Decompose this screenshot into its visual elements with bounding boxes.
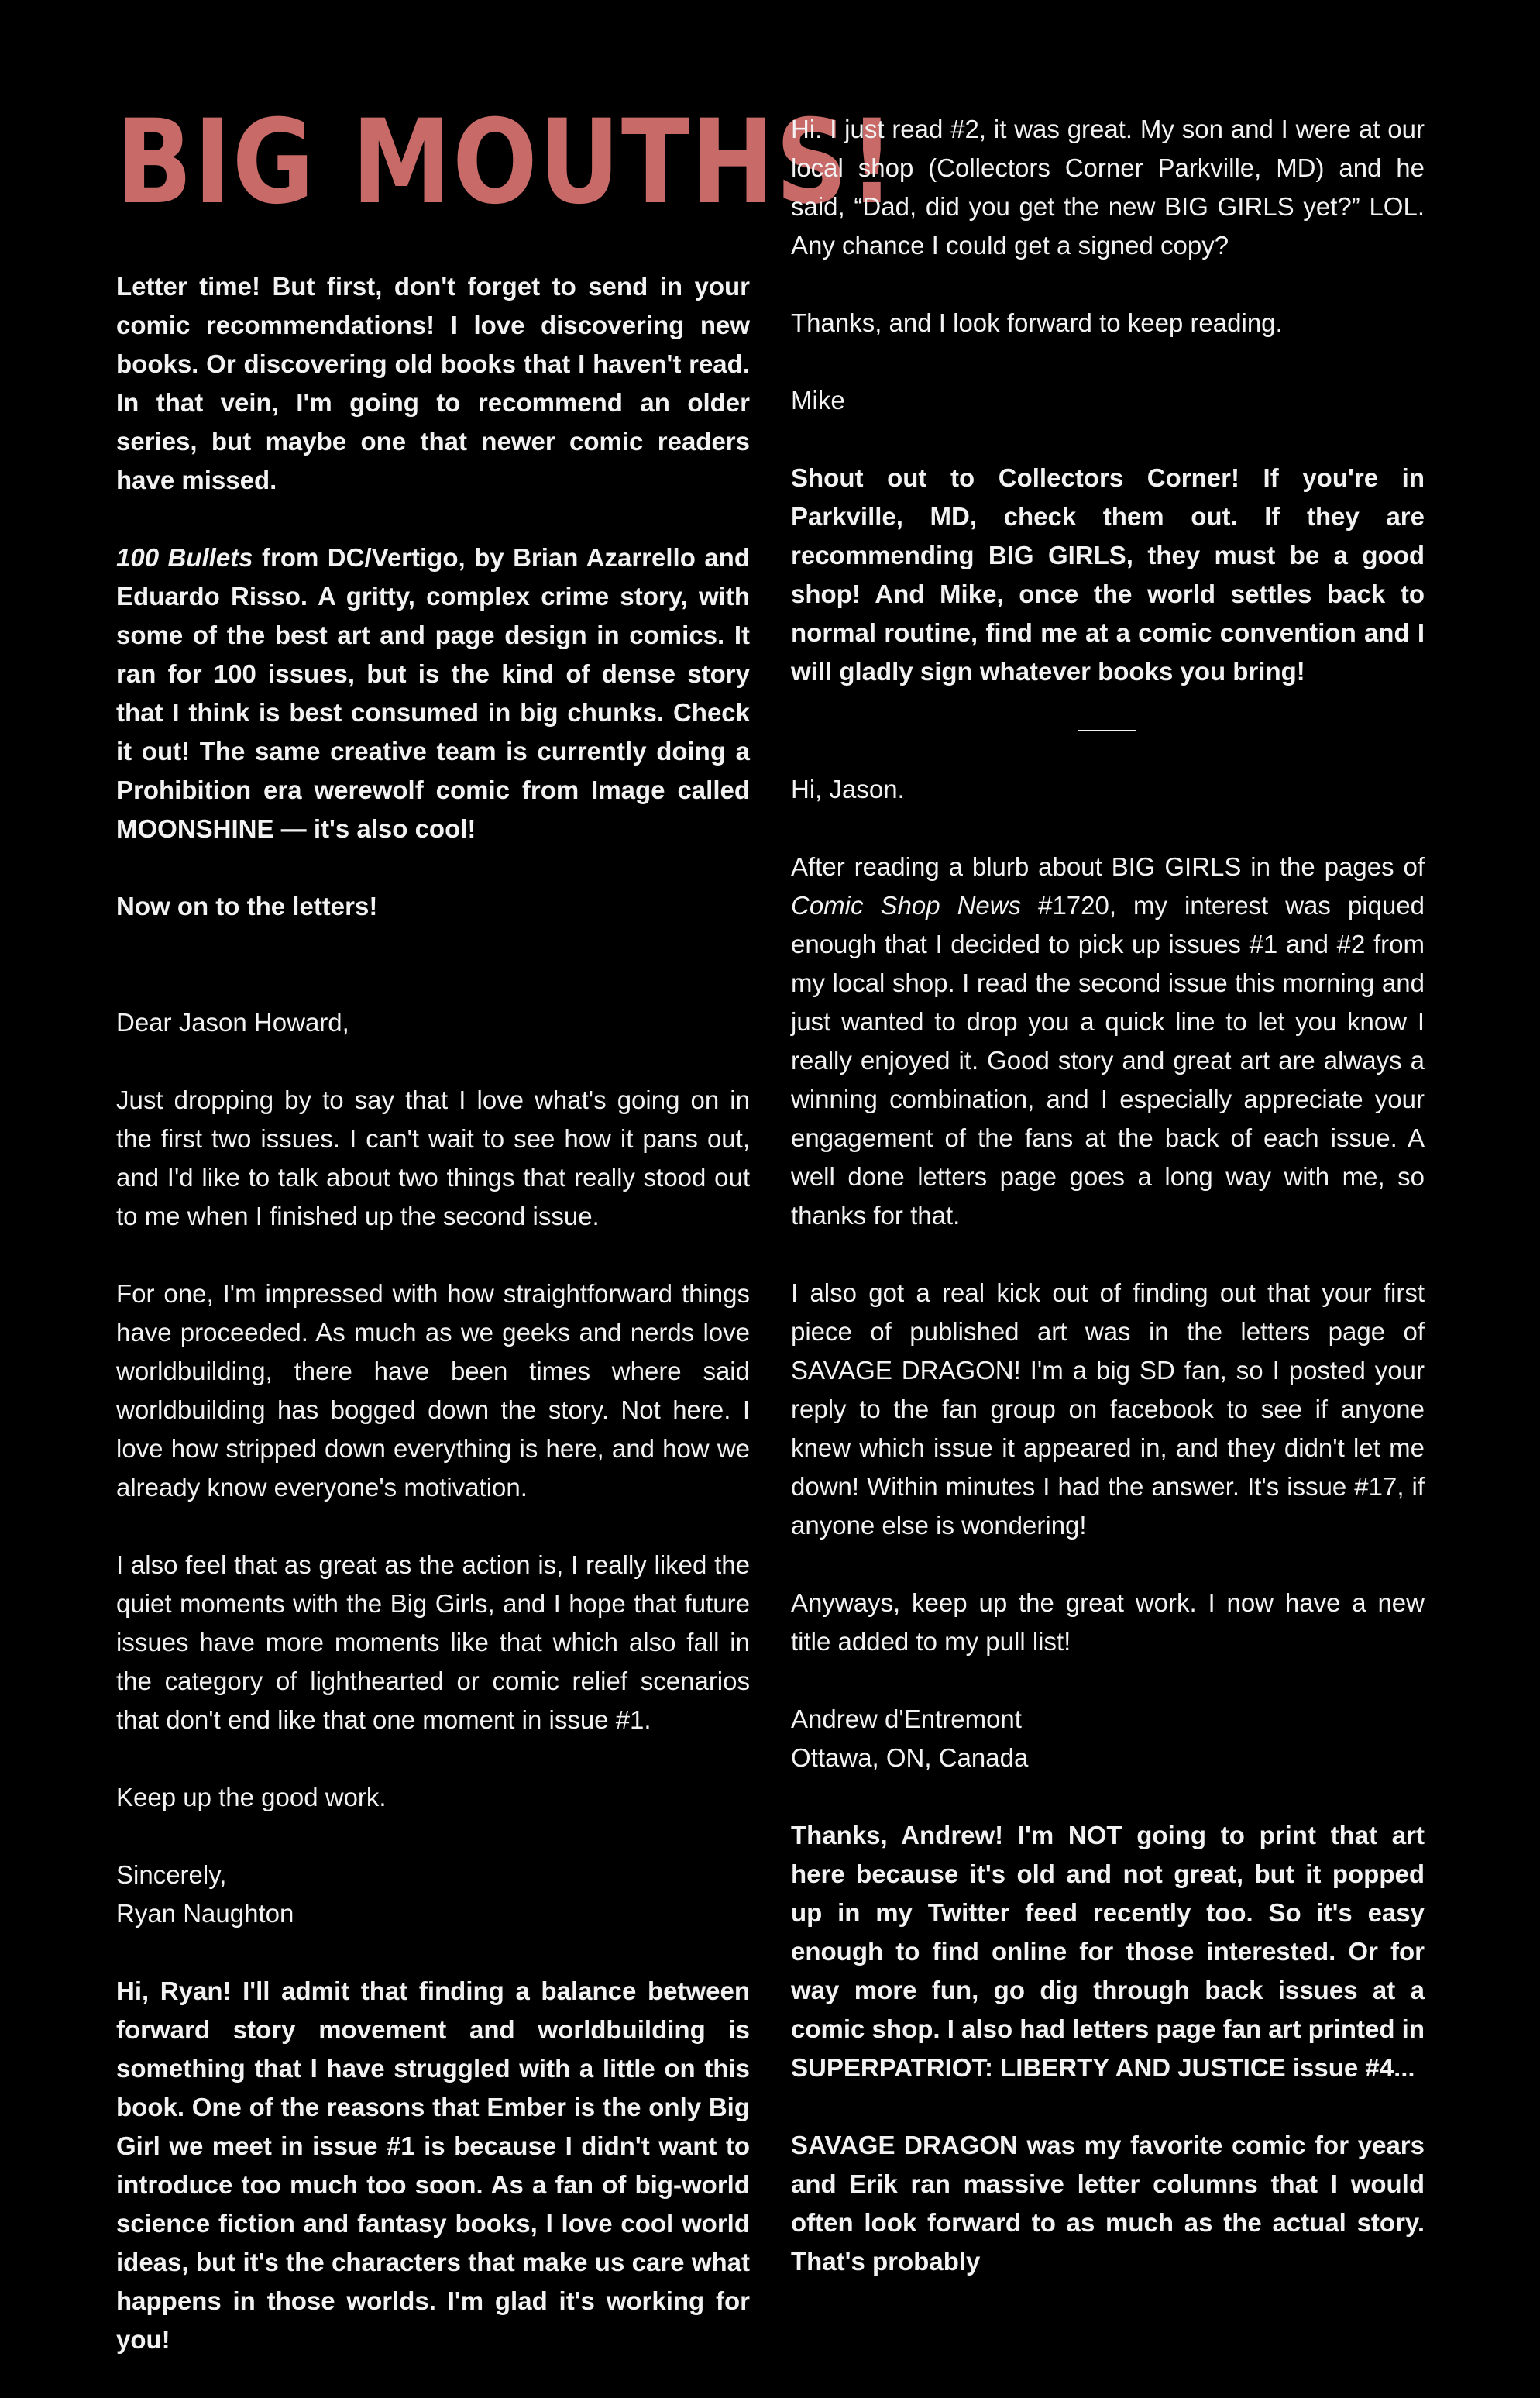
letter3-paragraph: Anyways, keep up the great work. I now have a new title added to my pull list!: [791, 1588, 1425, 1656]
left-column: [116, 0, 750, 2398]
letter1-paragraph: For one, I'm impressed with how straightforward things have proceeded. As much as we geeks and nerds love worldbuilding, there have been times where said worldbuilding has bogged down the story. Not here. I love how stripped down everything is here, and how we already know everyone's motivation.: [116, 1279, 750, 1502]
recommendation-title: 100 Bullets: [116, 543, 253, 572]
page-title: BIG MOUTHS!: [116, 95, 896, 230]
letter2-paragraph: Hi. I just read #2, it was great. My son and I were at our local shop (Collectors Corner Parkville, MD) and he said, “Dad, did you get the new BIG GIRLS yet?” LOL. Any chance I could get a signed copy?: [791, 115, 1425, 260]
letter2-signature: Mike: [791, 386, 845, 415]
right-column: [791, 0, 1425, 2320]
letter3-greeting: Hi, Jason.: [791, 775, 905, 803]
letter2-paragraph: Thanks, and I look forward to keep reading.: [791, 308, 1283, 337]
reply3-paragraph: SAVAGE DRAGON was my favorite comic for years and Erik ran massive letter columns that I would often look forward to as much as the actual story. That's probably: [791, 2131, 1425, 2276]
reply3-paragraph: Thanks, Andrew! I'm NOT going to print that art here because it's old and not great, but it popped up in my Twitter feed recently too. So it's easy enough to find online for those interested. Or for way more fun, go dig through back issues at a comic shop. I also had letters page fan art printed in SUPERPATRIOT: LIBERTY AND JUSTICE issue #4...: [791, 1821, 1425, 2082]
reply1-paragraph: Hi, Ryan! I'll admit that finding a balance between forward story movement and worldbuilding is something that I have struggled with a little on this book. One of the reasons that Ember is the only Big Girl we meet in issue #1 is because I didn't want to introduce too much too soon. As a fan of big-world science fiction and fantasy books, I love cool world ideas, but it's the characters that make us care what happens in those worlds. I'm glad it's working for you!: [116, 1977, 750, 2354]
letter3-location: Ottawa, ON, Canada: [791, 1743, 1029, 1772]
letter3-paragraph: I also got a real kick out of finding out that your first piece of published art was in the letters page of SAVAGE DRAGON! I'm a big SD fan, so I posted your reply to the fan group on facebook to see if anyone knew which issue it appeared in, and they didn't let me down! Within minutes I had the answer. It's issue #17, if anyone else is wondering!: [791, 1278, 1425, 1540]
letter1-greeting: Dear Jason Howard,: [116, 1008, 349, 1037]
reply2-paragraph: Shout out to Collectors Corner! If you're in Parkville, MD, check them out. If they are recommending BIG GIRLS, they must be a good shop! And Mike, once the world settles back to normal routine, find me at a comic convention and I will gladly sign whatever books you bring!: [791, 463, 1425, 686]
now-on-letters: Now on to the letters!: [116, 892, 378, 920]
letter1-signoff: Sincerely,: [116, 1860, 227, 1889]
recommendation-paragraph: [116, 538, 750, 848]
letter3-text: #1720, my interest was piqued enough that I decided to pick up issues #1 and #2 from my local shop. I read the second issue this morning and just wanted to drop you a quick line to let you know I really enjoyed it. Good story and great art are always a winning combination, and I especially appreciate your engagement of the fans at the back of each issue. A well done letters page goes a long way with me, so thanks for that.: [791, 891, 1425, 1230]
letter1-paragraph: Just dropping by to say that I love what's going on in the first two issues. I can't wait to see how it pans out, and I'd like to talk about two things that really stood out to me when I finished up the second issue.: [116, 1085, 750, 1230]
letter3-text: After reading a blurb about BIG GIRLS in the pages of: [791, 852, 1425, 881]
recommendation-body: from DC/Vertigo, by Brian Azarrello and Eduardo Risso. A gritty, complex crime story, with some of the best art and page design in comics. It ran for 100 issues, but is the kind of dense story that I think is best consumed in big chunks. Check it out! The same creative team is currently doing a Prohibition era werewolf comic from Image called MOONSHINE — it's also cool!: [116, 543, 750, 843]
letter3-signature: Andrew d'Entremont: [791, 1705, 1022, 1733]
intro-paragraph: Letter time! But first, don't forget to send in your comic recommendations! I love discovering new books. Or discovering old books that I haven't read. In that vein, I'm going to recommend an older series, but maybe one that newer comic readers have missed.: [116, 272, 750, 494]
letter3-paragraph: [791, 848, 1425, 1235]
letter1-signature: Ryan Naughton: [116, 1899, 294, 1928]
publication-title: Comic Shop News: [791, 891, 1022, 920]
letter1-paragraph: I also feel that as great as the action is, I really liked the quiet moments with the Big Girls, and I hope that future issues have more moments like that which also fall in the category of lighthearted or comic relief scenarios that don't end like that one moment in issue #1.: [116, 1550, 750, 1734]
section-divider: [1078, 730, 1136, 731]
letter1-paragraph: Keep up the good work.: [116, 1783, 387, 1811]
